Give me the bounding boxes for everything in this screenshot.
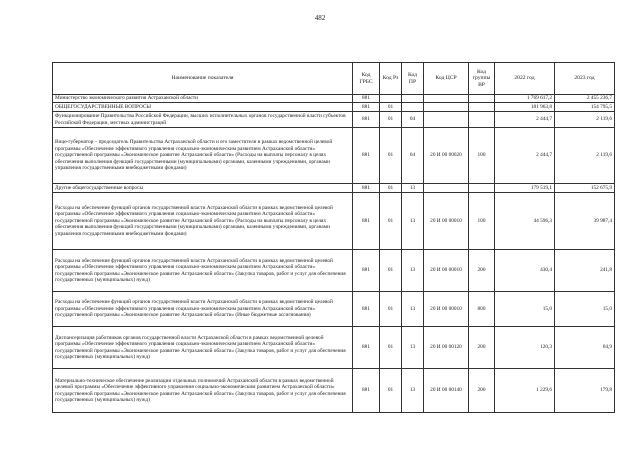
table-row xyxy=(53,250,615,292)
row-name: Вице-губернатор – председатель Правительства Астраханской области и его заместители в рамках ведомственной целевой программы «Обеспечение эффективного управления социально-экономическим развитием Астраханской области» государственной программы «Экономическое развитие Астраханской области» (Расходы на выплаты персоналу в целях обеспечения выполнения функций государственными (муниципальными) органами, казенными учреждениями, органами управления государственными внебюджетными фондами) xyxy=(53,128,353,184)
row-csr: 20 И 00 00010 xyxy=(424,193,469,250)
row-name: Расходы на обеспечение функций органов государственной власти Астраханской области в рамках ведомственной целевой программы «Обеспечение эффективного управления социально-экономическим развитием Астраханской области» государственной программы «Экономическое развитие Астраханской области» (Закупка товаров, работ и услуг для обеспечения государственных (муниципальных) нужд) xyxy=(53,250,353,292)
row-name: Министерство экономического развития Астраханской области xyxy=(53,95,353,103)
row-csr: 20 И 00 00140 xyxy=(424,369,469,413)
row-csr: 20 И 00 00010 xyxy=(424,292,469,327)
row-2022: 15,0 xyxy=(495,292,555,327)
row-grbs: 881 xyxy=(353,193,380,250)
row-name: Расходы на обеспечение функций органов государственной власти Астраханской области в рамках ведомственной целевой программы «Обеспечение эффективного управления социально-экономическим развитием Астраханской области» государственной программы «Экономическое развитие Астраханской области» (Расходы на выплаты персоналу в целях обеспечения выполнения функций государственными (муниципальными) органами, казенными учреждениями, органами управления государственными внебюджетными фондами) xyxy=(53,193,353,250)
table-row xyxy=(53,292,615,327)
row-pr xyxy=(402,95,424,103)
row-name: ОБЩЕГОСУДАРСТВЕННЫЕ ВОПРОСЫ xyxy=(53,103,353,112)
row-2023: 2 119,6 xyxy=(555,128,615,184)
row-grbs: 881 xyxy=(353,95,380,103)
row-grbs: 881 xyxy=(353,112,380,128)
row-pr: 13 xyxy=(402,193,424,250)
row-vr: 100 xyxy=(469,128,495,184)
row-vr: 800 xyxy=(469,292,495,327)
row-grbs: 881 xyxy=(353,292,380,327)
row-rz: 01 xyxy=(380,184,402,193)
row-grbs: 881 xyxy=(353,184,380,193)
row-2023: 64,9 xyxy=(555,327,615,369)
row-vr xyxy=(469,112,495,128)
row-2022: 1 769 617,2 xyxy=(495,95,555,103)
table-row xyxy=(53,184,615,193)
page-number: 482 xyxy=(314,14,326,22)
row-rz: 01 xyxy=(380,128,402,184)
header-2022: 2022 год xyxy=(495,63,555,95)
header-csr: Код ЦСР xyxy=(424,63,469,95)
row-pr: 13 xyxy=(402,184,424,193)
row-2023: 15,0 xyxy=(555,292,615,327)
row-rz: 01 xyxy=(380,292,402,327)
row-2022: 430,4 xyxy=(495,250,555,292)
row-rz: 01 xyxy=(380,193,402,250)
budget-table xyxy=(52,62,615,413)
row-2022: 2 444,7 xyxy=(495,128,555,184)
row-grbs: 881 xyxy=(353,103,380,112)
row-pr: 13 xyxy=(402,292,424,327)
table-row xyxy=(53,112,615,128)
row-vr: 200 xyxy=(469,327,495,369)
row-2023: 39 987,4 xyxy=(555,193,615,250)
row-2023: 179,8 xyxy=(555,369,615,413)
row-csr xyxy=(424,95,469,103)
row-2022: 1 229,6 xyxy=(495,369,555,413)
row-vr xyxy=(469,103,495,112)
row-vr: 100 xyxy=(469,193,495,250)
row-rz: 01 xyxy=(380,369,402,413)
row-csr xyxy=(424,184,469,193)
row-rz: 01 xyxy=(380,103,402,112)
table-row xyxy=(53,103,615,112)
row-pr: 04 xyxy=(402,112,424,128)
row-2023: 241,8 xyxy=(555,250,615,292)
header-grbs: Код ГРБС xyxy=(353,63,380,95)
row-vr xyxy=(469,184,495,193)
row-vr xyxy=(469,95,495,103)
row-2023: 2 455 236,7 xyxy=(555,95,615,103)
row-grbs: 881 xyxy=(353,327,380,369)
row-2023: 152 675,9 xyxy=(555,184,615,193)
row-2023: 2 119,6 xyxy=(555,112,615,128)
header-vr: Код группы ВР xyxy=(469,63,495,95)
row-rz: 01 xyxy=(380,327,402,369)
row-rz xyxy=(380,95,402,103)
row-pr: 13 xyxy=(402,327,424,369)
table-row xyxy=(53,95,615,103)
row-2022: 2 444,7 xyxy=(495,112,555,128)
row-2022: 179 519,1 xyxy=(495,184,555,193)
row-pr: 04 xyxy=(402,128,424,184)
header-name: Наименование показателя xyxy=(53,63,353,95)
row-pr xyxy=(402,103,424,112)
table-header-row xyxy=(53,63,615,95)
row-rz: 01 xyxy=(380,250,402,292)
row-name: Материально-техническое обеспечение реализации отдельных полномочий Астраханской области в рамках ведомственной целевой программы «Обеспечение эффективного управления социально-экономическим развитием Астраханской области» государственной программы «Экономическое развитие Астраханской области» (Закупка товаров, работ и услуг для обеспечения государственных (муниципальных) нужд) xyxy=(53,369,353,413)
row-csr xyxy=(424,112,469,128)
row-name: Другие общегосударственные вопросы xyxy=(53,184,353,193)
row-name: Диспансеризация работников органов государственной власти Астраханской области в рамках ведомственной целевой программы «Обеспечение эффективного управления социально-экономическим развитием Астраханской области» государственной программы «Экономическое развитие Астраханской области» (Закупка товаров, работ и услуг для обеспечения государственных (муниципальных) нужд) xyxy=(53,327,353,369)
row-csr xyxy=(424,103,469,112)
row-2022: 181 963,8 xyxy=(495,103,555,112)
row-csr: 20 И 00 00020 xyxy=(424,128,469,184)
table-row xyxy=(53,128,615,184)
row-2022: 44 596,3 xyxy=(495,193,555,250)
row-vr: 200 xyxy=(469,369,495,413)
row-pr: 13 xyxy=(402,369,424,413)
row-csr: 20 И 00 00010 xyxy=(424,250,469,292)
header-pr: Код ПР xyxy=(402,63,424,95)
header-rz: Код Рз xyxy=(380,63,402,95)
row-2023: 154 795,5 xyxy=(555,103,615,112)
table-row xyxy=(53,193,615,250)
row-grbs: 881 xyxy=(353,128,380,184)
row-pr: 13 xyxy=(402,250,424,292)
row-name: Расходы на обеспечение функций органов государственной власти Астраханской области в рамках ведомственной целевой программы «Обеспечение эффективного управления социально-экономическим развитием Астраханской области» государственной программы «Экономическое развитие Астраханской области» (Иные бюджетные ассигнования) xyxy=(53,292,353,327)
header-2023: 2023 год xyxy=(555,63,615,95)
row-name: Функционирование Правительства Российской Федерации, высших исполнительных органов государственной власти субъектов Российской Федерации, местных администраций xyxy=(53,112,353,128)
row-grbs: 881 xyxy=(353,369,380,413)
row-csr: 20 И 00 00120 xyxy=(424,327,469,369)
row-vr: 200 xyxy=(469,250,495,292)
row-2022: 120,3 xyxy=(495,327,555,369)
row-rz: 01 xyxy=(380,112,402,128)
table-row xyxy=(53,327,615,369)
table-row xyxy=(53,369,615,413)
row-grbs: 881 xyxy=(353,250,380,292)
